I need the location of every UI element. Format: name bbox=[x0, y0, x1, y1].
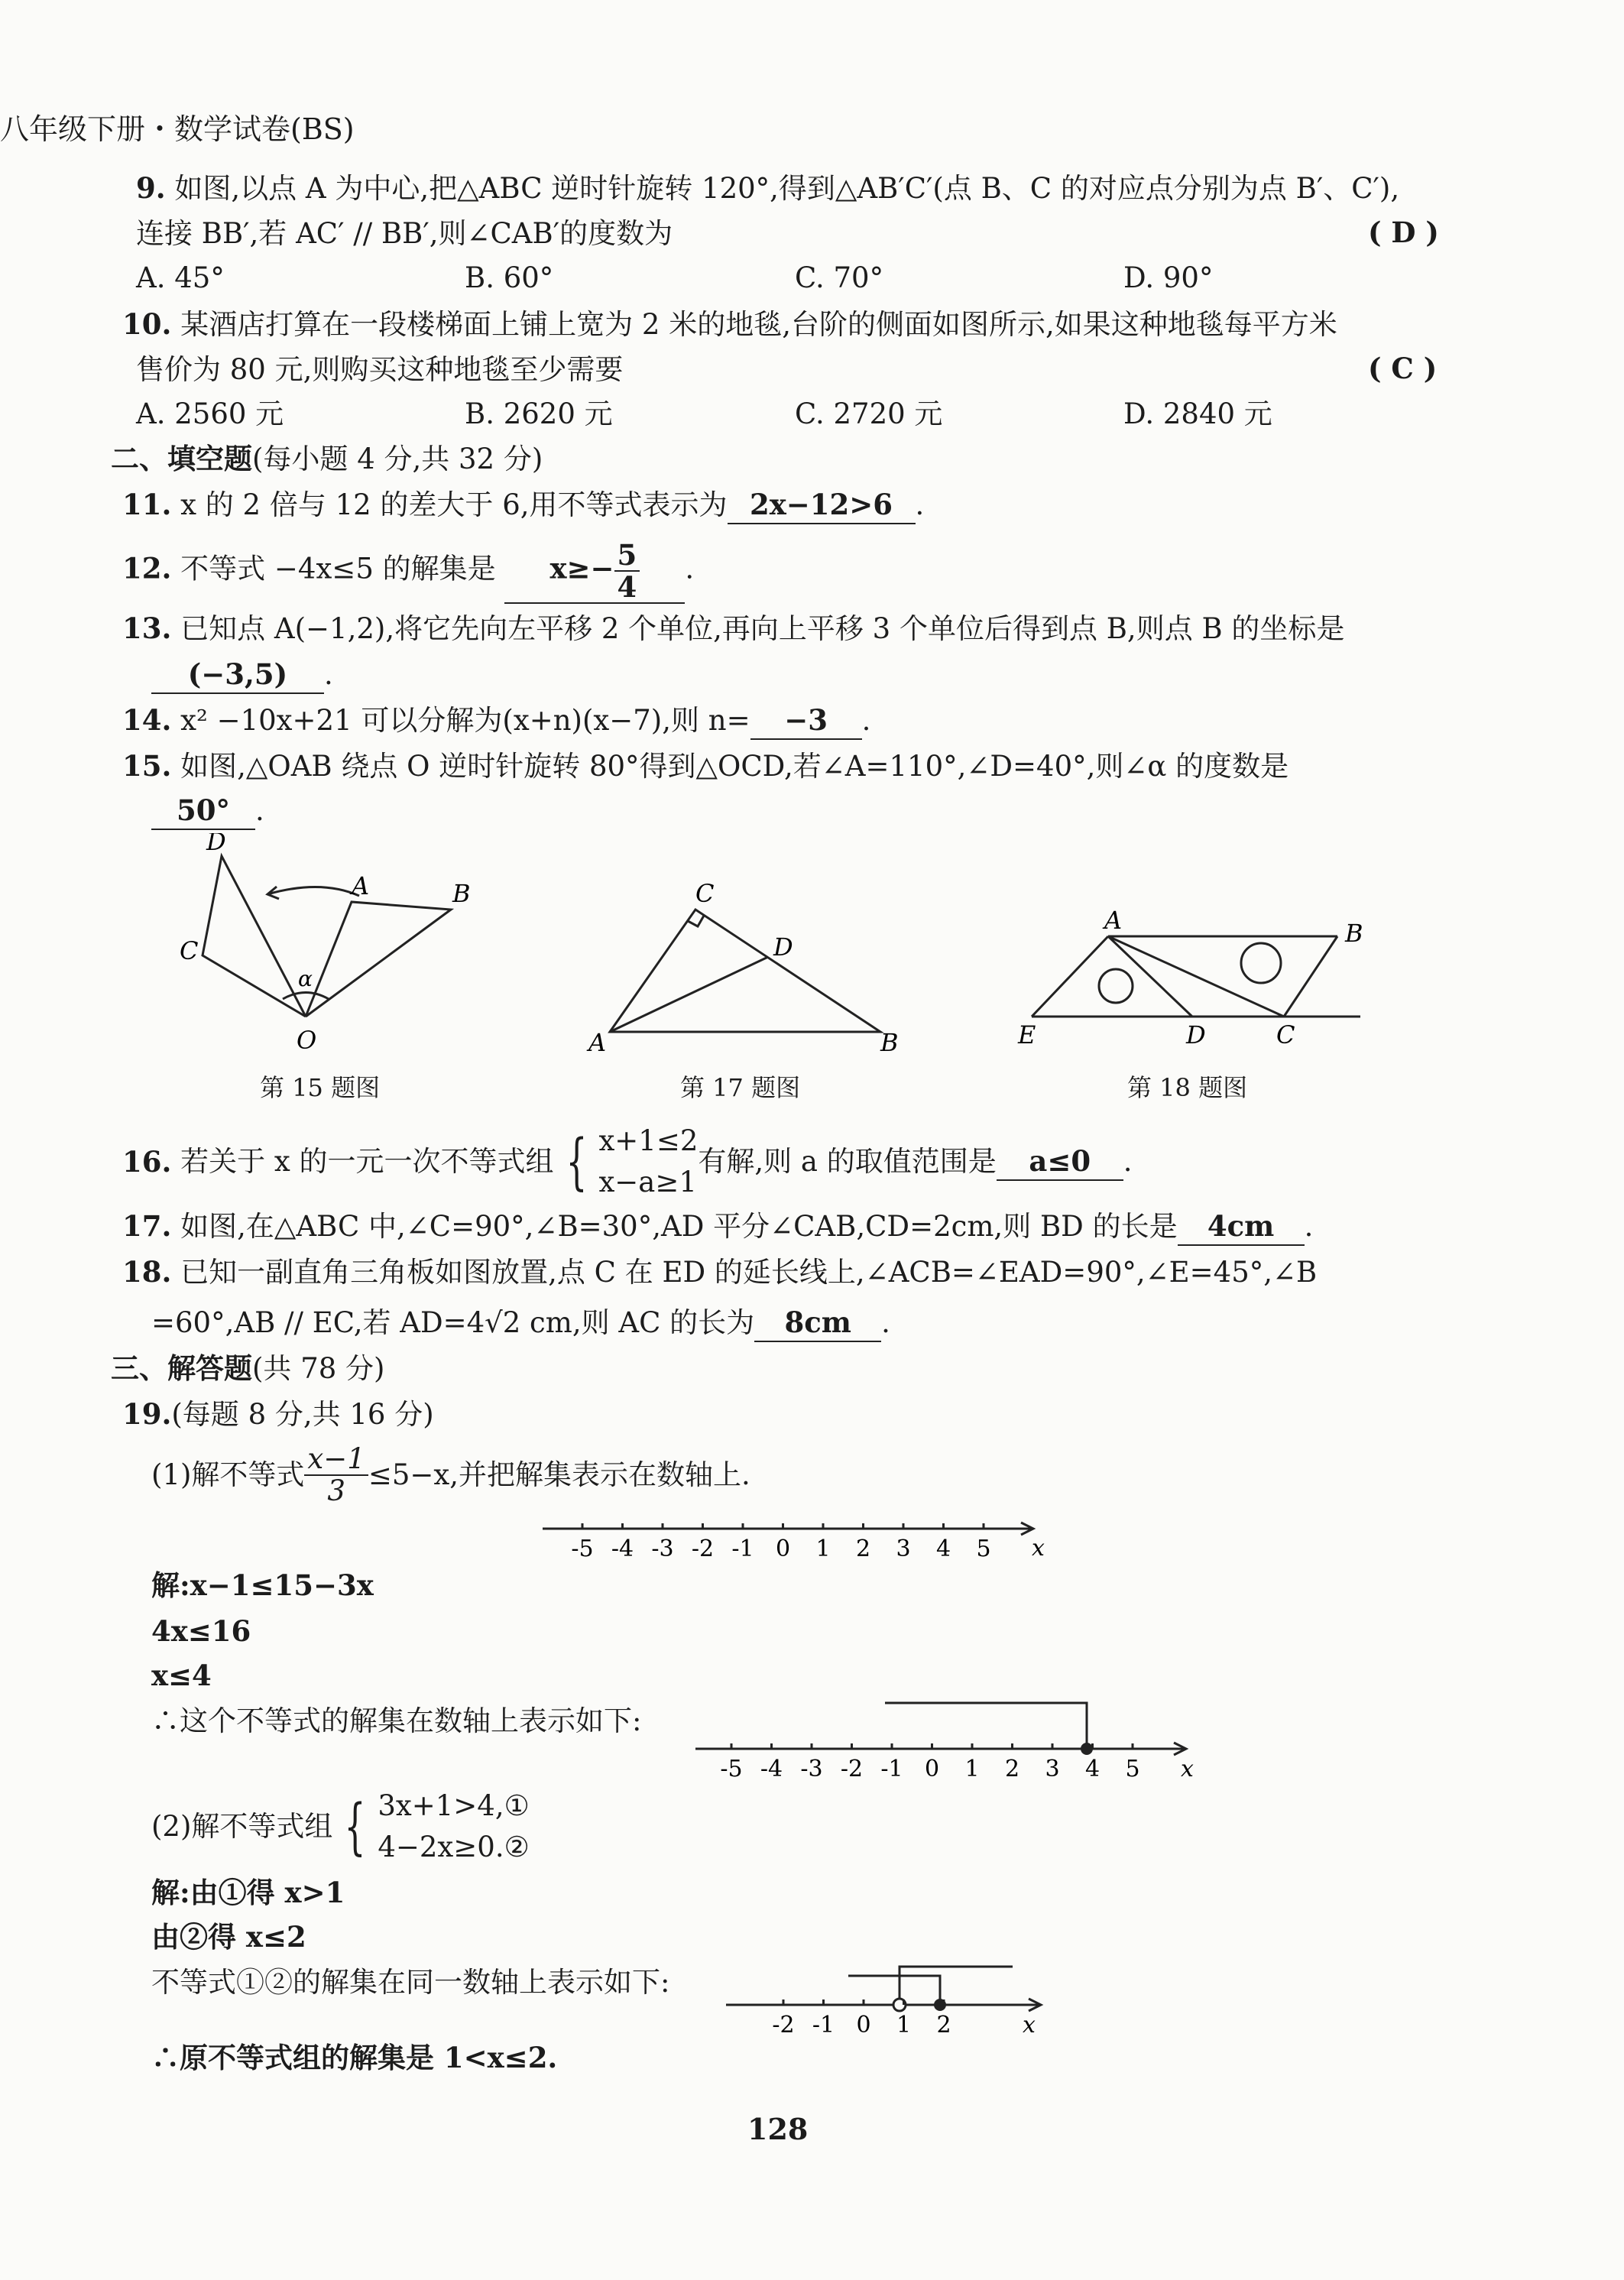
f15-label-alpha: α bbox=[298, 966, 313, 991]
axis2-var: x bbox=[1181, 1756, 1194, 1782]
q18-line1: 18. 已知一副直角三角板如图放置,点 C 在 ED 的延长线上,∠ACB=∠EAD=90°,∠E=45°,∠B bbox=[122, 1255, 1318, 1289]
axis2-tick-label: -1 bbox=[880, 1756, 903, 1782]
q17: 17. 如图,在△ABC 中,∠C=90°,∠B=30°,AD 平分∠CAB,CD=2cm,则 BD 的长是 4cm . bbox=[122, 1208, 1313, 1246]
axis2-tick-label: -5 bbox=[720, 1756, 743, 1782]
q10-answer: ( C ) bbox=[1368, 352, 1438, 385]
q11: 11. x 的 2 倍与 12 的差大于 6,用不等式表示为 2x−12>6 . bbox=[122, 486, 924, 524]
axis2-tick-label: 4 bbox=[1084, 1756, 1100, 1782]
page-number: 128 bbox=[747, 2112, 809, 2146]
axis1-tick-label: 4 bbox=[935, 1536, 951, 1562]
q19-heading: 19.(每题 8 分,共 16 分) bbox=[122, 1397, 434, 1431]
q15-line1: 15. 如图,△OAB 绕点 O 逆时针旋转 80°得到△OCD,若∠A=110°,∠D=40°,则∠α 的度数是 bbox=[122, 749, 1289, 783]
f15-label-o: O bbox=[297, 1026, 317, 1055]
q19-sol2-line1: 解:由①得 x>1 bbox=[151, 1876, 345, 1909]
q19-sol2-show: 不等式①②的解集在同一数轴上表示如下: bbox=[151, 1966, 670, 1999]
axis2-tick-label: 1 bbox=[964, 1756, 980, 1782]
q17-answer: 4cm bbox=[1178, 1208, 1305, 1246]
axis3-tick-label: 1 bbox=[896, 2012, 912, 2038]
q16-answer: a≤0 bbox=[997, 1143, 1123, 1181]
axis3-tick-label: -1 bbox=[812, 2012, 835, 2038]
number-line-2 bbox=[688, 1697, 1207, 1789]
f17-label-d: D bbox=[773, 932, 793, 962]
figure-18 bbox=[1009, 902, 1376, 1055]
q10-option-d: D. 2840 元 bbox=[1123, 397, 1272, 430]
section-3-heading: 三、解答题(共 78 分) bbox=[111, 1351, 385, 1385]
figure-17 bbox=[581, 879, 902, 1062]
q19-sol1-line3: x≤4 bbox=[151, 1659, 212, 1692]
axis3-var: x bbox=[1023, 2012, 1036, 2038]
axis1-tick-label: 5 bbox=[976, 1536, 991, 1562]
q14-answer: −3 bbox=[750, 702, 862, 740]
f15-label-c: C bbox=[180, 936, 199, 965]
q9-line2: 连接 BB′,若 AC′ // BB′,则∠CAB′的度数为 bbox=[136, 217, 673, 250]
axis1-tick-label: -4 bbox=[611, 1536, 634, 1562]
q16: 16. 若关于 x 的一元一次不等式组 { x+1≤2 x−a≥1 有解,则 a 的取值范围是 a≤0 . bbox=[122, 1124, 1133, 1198]
axis2-tick-label: -4 bbox=[760, 1756, 783, 1782]
axis1-tick-label: 3 bbox=[896, 1536, 911, 1562]
f18-label-c: C bbox=[1276, 1020, 1295, 1049]
axis1-tick-label: 2 bbox=[855, 1536, 871, 1562]
q15-answer: 50° bbox=[151, 792, 255, 830]
q13-answer: (−3,5) bbox=[151, 656, 324, 694]
q18-answer: 8cm bbox=[754, 1304, 881, 1342]
axis1-tick-label: 0 bbox=[775, 1536, 791, 1562]
page-header: 八年级下册・数学试卷(BS) bbox=[0, 112, 355, 146]
q14: 14. x² −10x+21 可以分解为(x+n)(x−7),则 n= −3 . bbox=[122, 702, 870, 740]
axis3-tick-label: 2 bbox=[936, 2012, 951, 2038]
q9-line1: 9. 如图,以点 A 为中心,把△ABC 逆时针旋转 120°,得到△AB′C′(点 B、C 的对应点分别为点 B′、C′), bbox=[136, 171, 1400, 205]
f18-label-a: A bbox=[1104, 906, 1123, 935]
f18-caption: 第 18 题图 bbox=[1127, 1073, 1248, 1102]
q9-option-a: A. 45° bbox=[136, 261, 225, 294]
axis2-tick-label: -2 bbox=[840, 1756, 864, 1782]
f15-label-b: B bbox=[452, 879, 471, 908]
axis2-tick-label: 3 bbox=[1045, 1756, 1060, 1782]
q19-part2: (2)解不等式组 { 3x+1>4,① 4−2x≥0.② bbox=[151, 1789, 530, 1863]
axis2-tick-label: 0 bbox=[924, 1756, 940, 1782]
q19-sol1-line1: 解:x−1≤15−3x bbox=[151, 1568, 374, 1602]
q13-line2: (−3,5) . bbox=[151, 656, 333, 694]
q10-option-b: B. 2620 元 bbox=[465, 397, 613, 430]
f18-label-e: E bbox=[1018, 1020, 1036, 1049]
q19-conclusion: ∴原不等式组的解集是 1<x≤2. bbox=[151, 2041, 558, 2074]
axis1-tick-label: -1 bbox=[731, 1536, 754, 1562]
axis1-tick-label: -3 bbox=[651, 1536, 674, 1562]
q10-option-a: A. 2560 元 bbox=[136, 397, 284, 430]
axis1-tick-label: -2 bbox=[691, 1536, 715, 1562]
q11-answer: 2x−12>6 bbox=[728, 486, 916, 524]
f17-caption: 第 17 题图 bbox=[680, 1073, 801, 1102]
q13-line1: 13. 已知点 A(−1,2),将它先向左平移 2 个单位,再向上平移 3 个单位后得到点 B,则点 B 的坐标是 bbox=[122, 611, 1345, 645]
axis1-tick-label: 1 bbox=[815, 1536, 831, 1562]
f17-label-c: C bbox=[695, 879, 715, 908]
q19-part1: (1)解不等式 $\frac{x-1}{3}$ ≤5−x,并把解集表示在数轴上. bbox=[151, 1442, 750, 1507]
f18-label-b: B bbox=[1345, 919, 1363, 948]
axis1-var: x bbox=[1032, 1535, 1045, 1562]
axis2-tick-label: -3 bbox=[800, 1756, 823, 1782]
f17-label-a: A bbox=[588, 1028, 607, 1057]
section-2-heading: 二、填空题(每小题 4 分,共 32 分) bbox=[111, 442, 543, 475]
q12-answer: x≥− $\frac{5}{4}$ bbox=[504, 540, 685, 604]
q18-line2: =60°,AB // EC,若 AD=4√2 cm,则 AC 的长为 8cm . bbox=[151, 1304, 890, 1342]
q10-line1: 10. 某酒店打算在一段楼梯面上铺上宽为 2 米的地毯,台阶的侧面如图所示,如果这种地毯每平方米 bbox=[122, 307, 1337, 341]
axis1-tick-label: -5 bbox=[571, 1536, 594, 1562]
axis3-tick-label: -2 bbox=[772, 2012, 795, 2038]
f17-label-b: B bbox=[880, 1028, 899, 1057]
axis2-tick-label: 5 bbox=[1125, 1756, 1140, 1782]
q19-sol1-show: ∴这个不等式的解集在数轴上表示如下: bbox=[151, 1704, 642, 1737]
f15-caption: 第 15 题图 bbox=[260, 1073, 381, 1102]
q10-option-c: C. 2720 元 bbox=[795, 397, 943, 430]
number-line-1 bbox=[535, 1510, 1055, 1563]
q19-sol1-line2: 4x≤16 bbox=[151, 1614, 251, 1648]
axis2-tick-label: 2 bbox=[1004, 1756, 1020, 1782]
q9-option-b: B. 60° bbox=[465, 261, 554, 294]
q19-sol2-line2: 由②得 x≤2 bbox=[151, 1920, 306, 1954]
q9-answer: ( D ) bbox=[1368, 216, 1439, 249]
number-line-3 bbox=[718, 1953, 1055, 2045]
figure-15 bbox=[168, 833, 489, 1055]
axis3-tick-label: 0 bbox=[856, 2012, 871, 2038]
q15-line2: 50° . bbox=[151, 792, 264, 830]
q9-option-d: D. 90° bbox=[1123, 261, 1214, 294]
f15-label-d: D bbox=[206, 833, 226, 856]
q9-option-c: C. 70° bbox=[795, 261, 884, 294]
q10-line2: 售价为 80 元,则购买这种地毯至少需要 bbox=[136, 353, 624, 386]
q12: 12. 不等式 −4x≤5 的解集是 x≥− $\frac{5}{4}$ . bbox=[122, 538, 695, 604]
f15-label-a: A bbox=[352, 871, 370, 900]
f18-label-d: D bbox=[1186, 1020, 1206, 1049]
